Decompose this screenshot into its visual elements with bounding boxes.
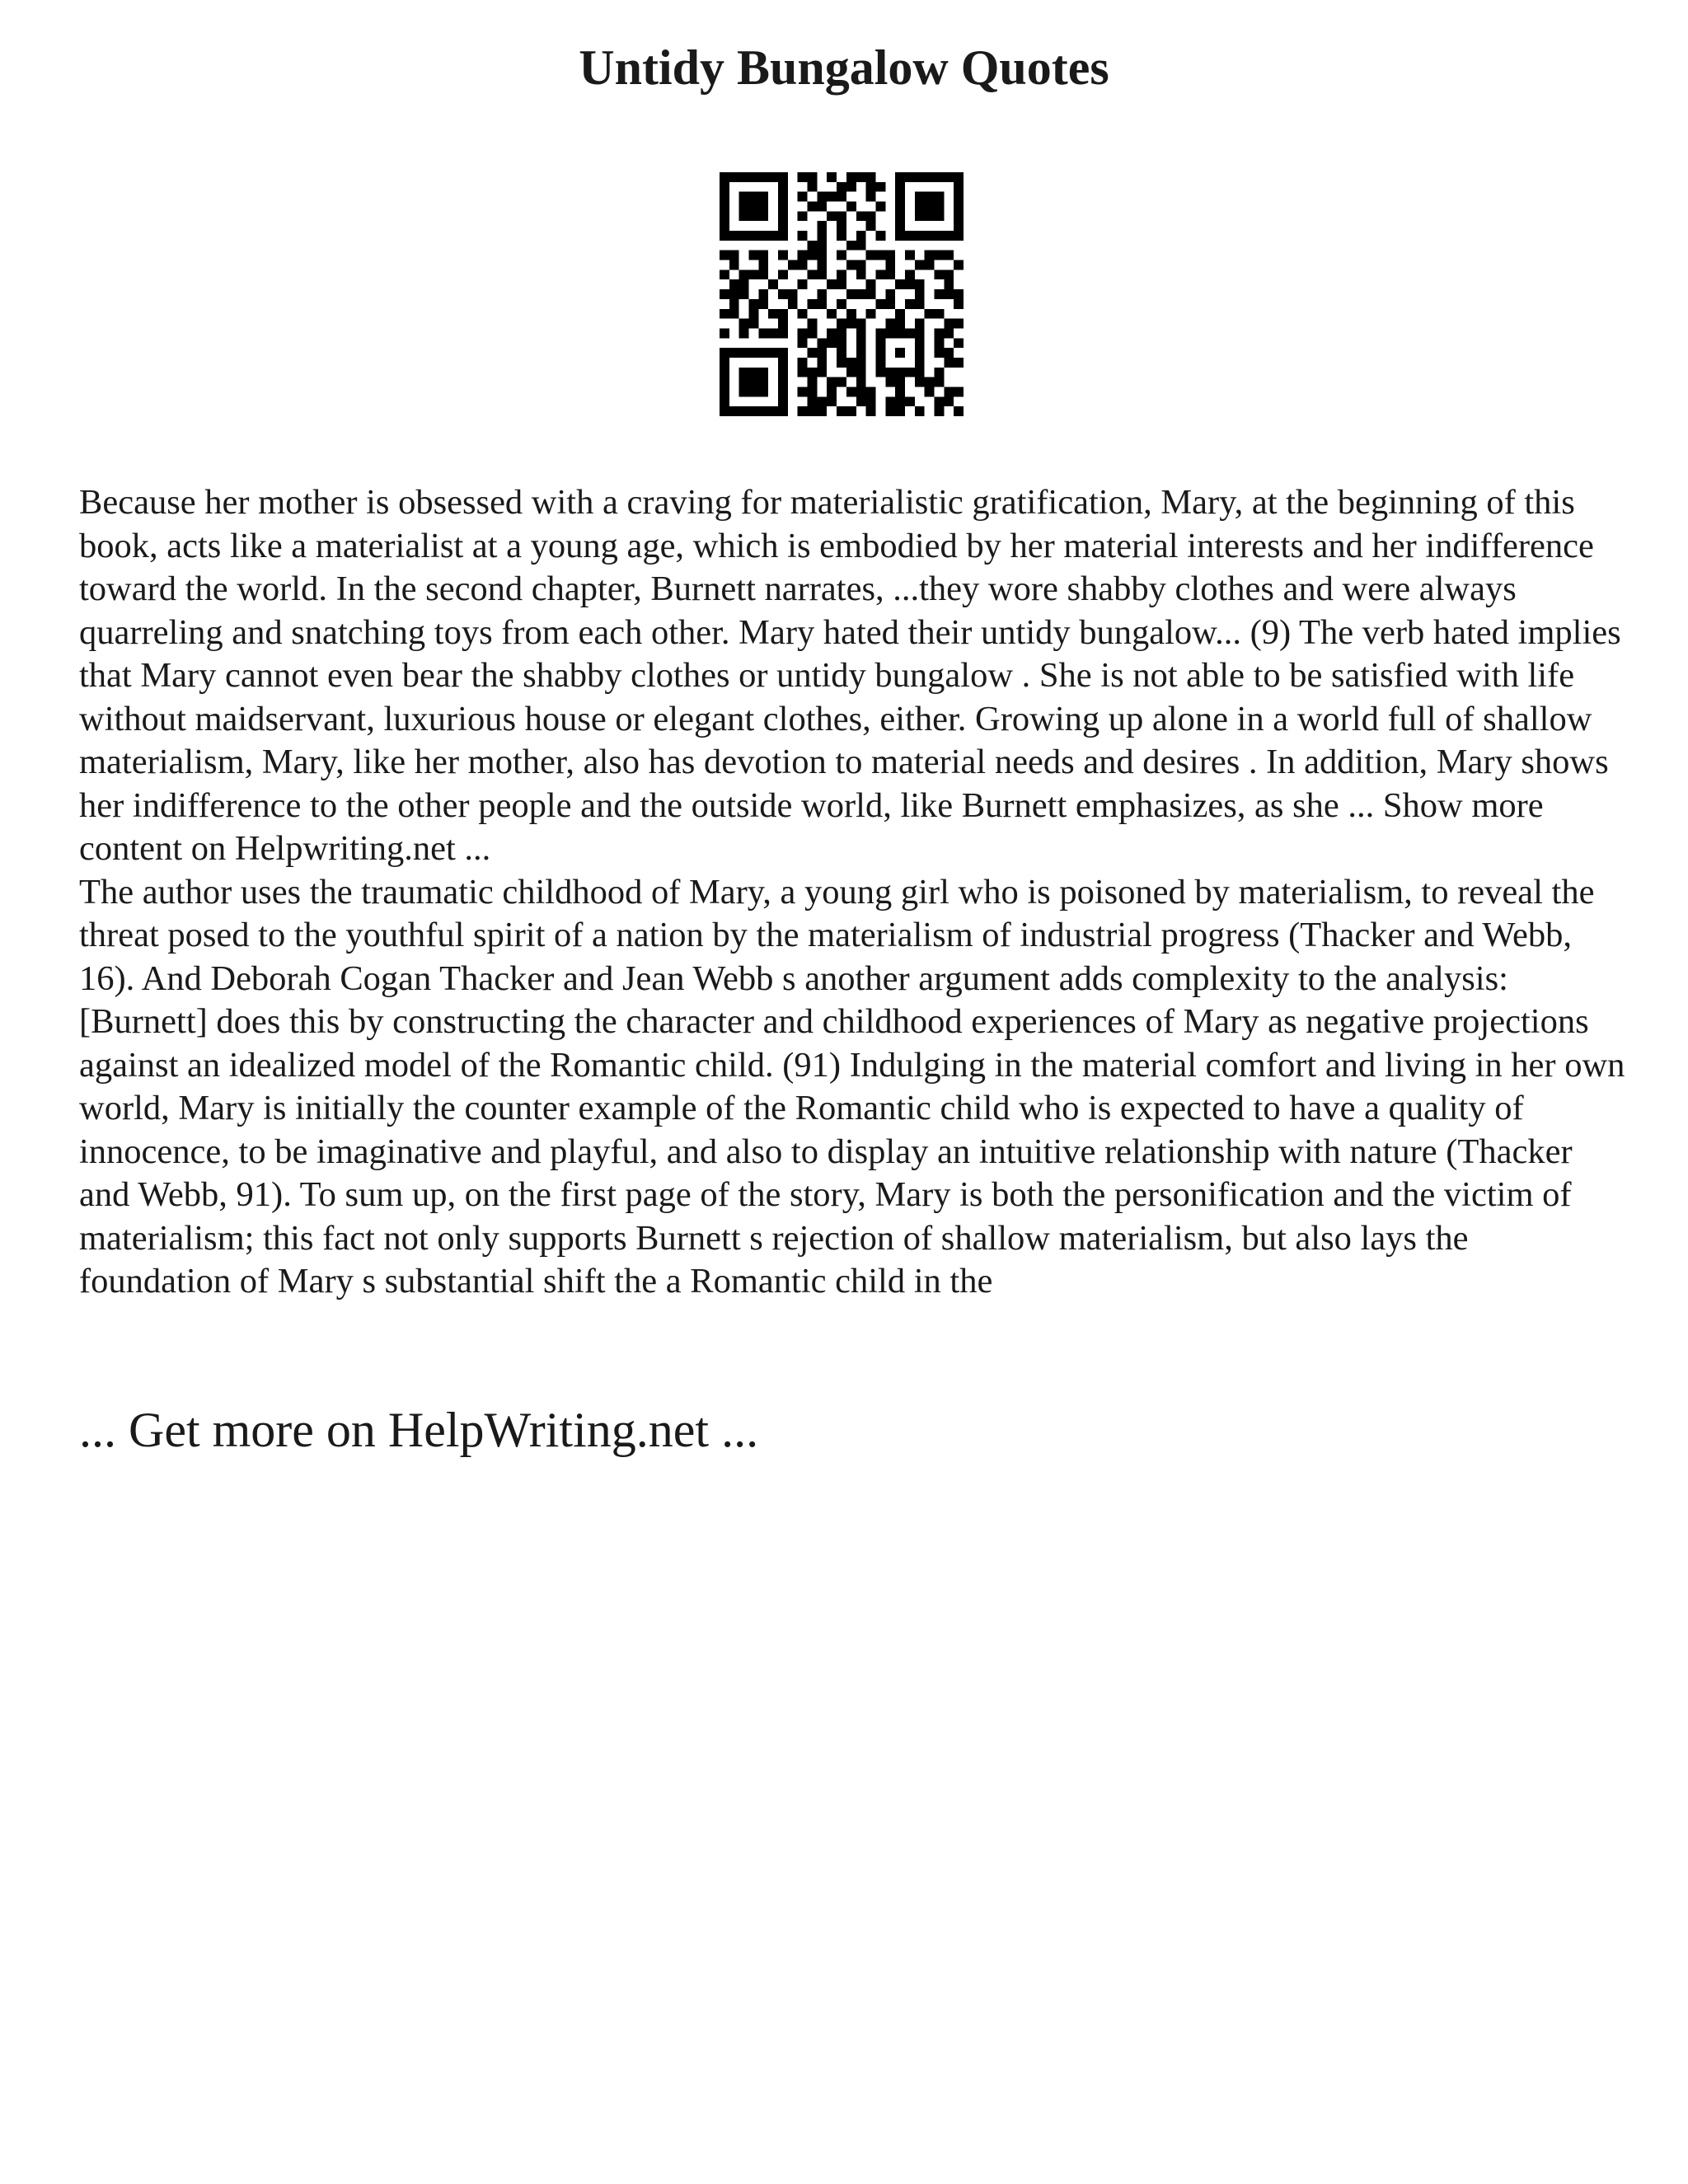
get-more-link[interactable]: ... Get more on HelpWriting.net ... <box>79 1403 759 1457</box>
qr-code-icon <box>720 172 964 416</box>
article-paragraph: Because her mother is obsessed with a craving for materialistic gratification, Mary, at the beginning of this book, acts like a materialist at a young age, which is embodied by her material interests and her indifference toward the world. In the second chapter, Burnett narrates, ...they wore shabby clothes and were always quarreling and snatching toys from each other. Mary hated their untidy bungalow... (9) The verb hated implies that Mary cannot even bear the shabby clothes or untidy bungalow . She is not able to be satisfied with life without maidservant, luxurious house or elegant clothes, either. Growing up alone in a world full of shallow materialism, Mary, like her mother, also has devotion to material needs and desires . In addition, Mary shows her indifference to the other people and the outside world, like Burnett emphasizes, as she ... Show more content on Helpwriting.net ... <box>79 483 1621 868</box>
article-body <box>79 481 1629 1304</box>
article-paragraph: The author uses the traumatic childhood of Mary, a young girl who is poisoned by materialism, to reveal the threat posed to the youthful spirit of a nation by the materialism of industrial progress (Thacker and Webb, 16). And Deborah Cogan Thacker and Jean Webb s another argument adds complexity to the analysis: [Burnett] does this by constructing the character and childhood experiences of Mary as negative projections against an idealized model of the Romantic child. (91) Indulging in the material comfort and living in her own world, Mary is initially the counter example of the Romantic child who is expected to have a quality of innocence, to be imaginative and playful, and also to display an intuitive relationship with nature (Thacker and Webb, 91). To sum up, on the first page of the story, Mary is both the personification and the victim of materialism; this fact not only supports Burnett s rejection of shallow materialism, but also lays the foundation of Mary s substantial shift the a Romantic child in the <box>79 872 1625 1301</box>
page-title: Untidy Bungalow Quotes <box>579 40 1109 95</box>
